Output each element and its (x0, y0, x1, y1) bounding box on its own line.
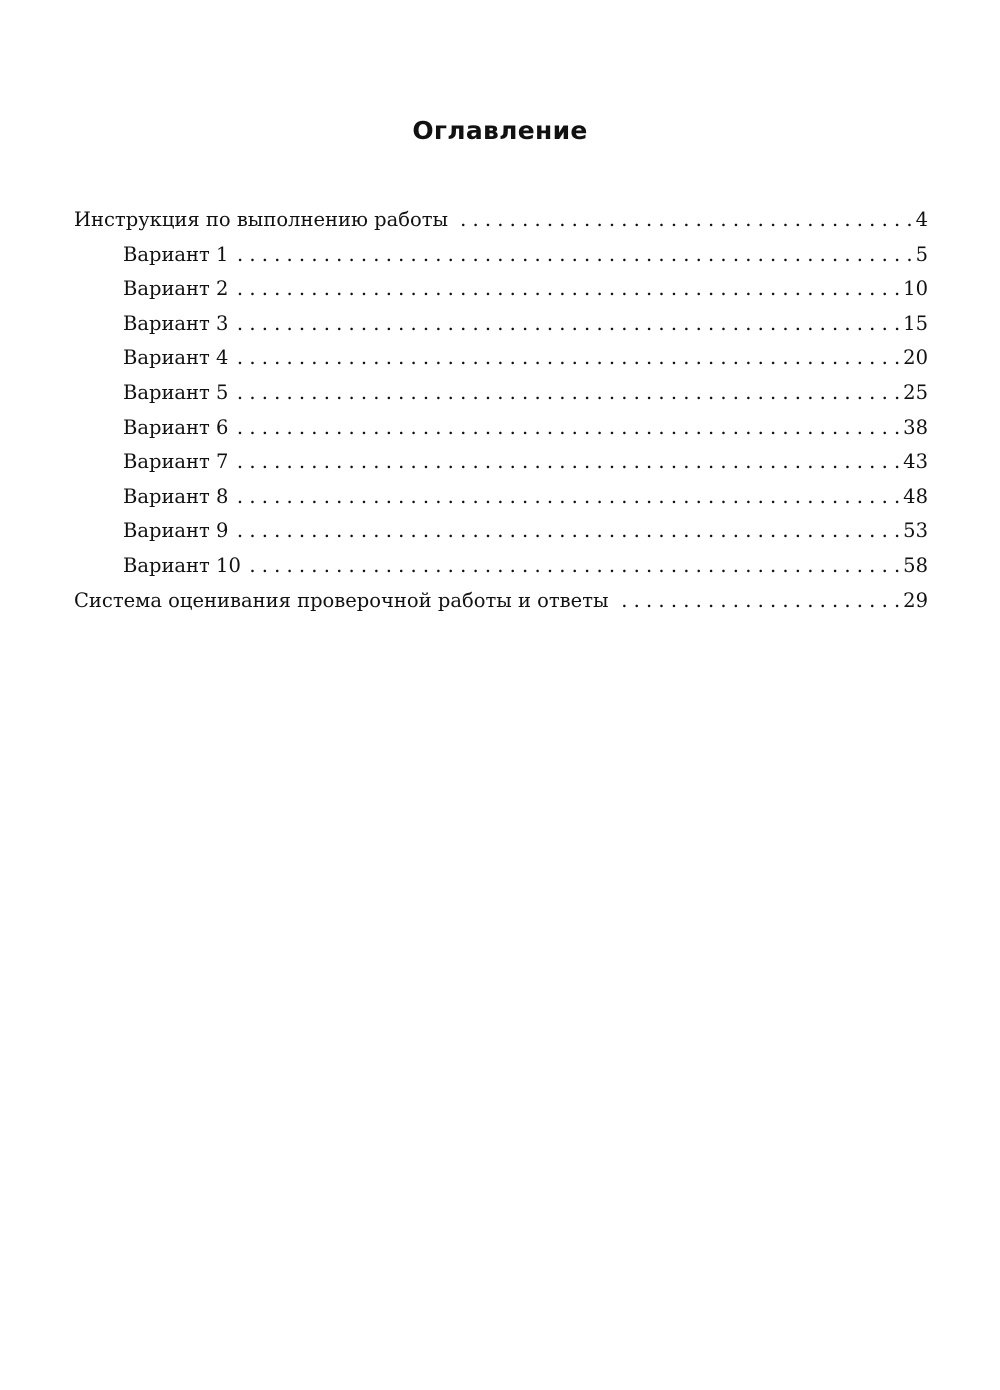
toc-dot-leader (236, 376, 900, 411)
toc-entry-label: Система оценивания проверочной работы и ответы (74, 588, 609, 612)
toc-entry-variant-7[interactable] (74, 445, 928, 480)
toc-page-number: 4 (915, 208, 928, 231)
toc-dot-leader (236, 307, 900, 342)
toc-entry-label: Инструкция по выполнению работы (74, 208, 449, 231)
toc-entry-label: Вариант 3 (123, 311, 229, 335)
toc-entry-label: Вариант 9 (123, 519, 229, 543)
toc-entry-variant-3[interactable] (74, 307, 928, 342)
toc-entry-variant-9[interactable] (74, 514, 928, 549)
toc-entry-label: Вариант 6 (123, 415, 229, 439)
toc-dot-leader (236, 514, 900, 549)
toc-entry-label: Вариант 8 (123, 484, 229, 508)
toc-dot-leader (236, 341, 900, 376)
toc-entry-label: Вариант 10 (123, 553, 241, 577)
toc-entry-variant-2[interactable] (74, 272, 928, 307)
toc-dot-leader (236, 445, 900, 480)
toc-entry-variant-8[interactable] (74, 480, 928, 515)
toc-page-number: 58 (903, 553, 928, 577)
toc-entry-label: Вариант 5 (123, 380, 229, 404)
toc-entry-variant-1[interactable] (74, 238, 928, 273)
toc-page-number: 20 (903, 346, 928, 370)
toc-entry-variant-4[interactable] (74, 341, 928, 376)
toc-entry-label: Вариант 1 (123, 242, 229, 266)
toc-page-number: 10 (903, 277, 928, 301)
toc-entry-grading-system[interactable] (74, 584, 928, 619)
toc-page-number: 43 (903, 450, 928, 474)
toc-entry-label: Вариант 4 (123, 346, 229, 370)
toc-dot-leader (236, 238, 912, 273)
toc-dot-leader (236, 480, 900, 515)
toc-dot-leader (617, 584, 901, 619)
toc-dot-leader (249, 549, 900, 584)
toc-dot-leader (236, 272, 900, 307)
toc-entry-label: Вариант 7 (123, 450, 229, 474)
page-title: Оглавление (412, 116, 588, 145)
toc-dot-leader (236, 411, 900, 446)
toc-dot-leader (456, 203, 913, 238)
toc-entry-instructions[interactable] (74, 203, 928, 238)
toc-entry-label: Вариант 2 (123, 277, 229, 301)
toc-entry-variant-5[interactable] (74, 376, 928, 411)
toc-page-number: 5 (915, 242, 928, 266)
toc-page-number: 48 (903, 484, 928, 508)
toc-page-number: 15 (903, 311, 928, 335)
toc-page-number: 53 (903, 519, 928, 543)
toc-page-number: 29 (903, 588, 928, 612)
toc-entry-variant-10[interactable] (74, 549, 928, 584)
toc-entry-variant-6[interactable] (74, 411, 928, 446)
toc-page-number: 25 (903, 380, 928, 404)
table-of-contents (74, 203, 928, 618)
toc-page-number: 38 (903, 415, 928, 439)
